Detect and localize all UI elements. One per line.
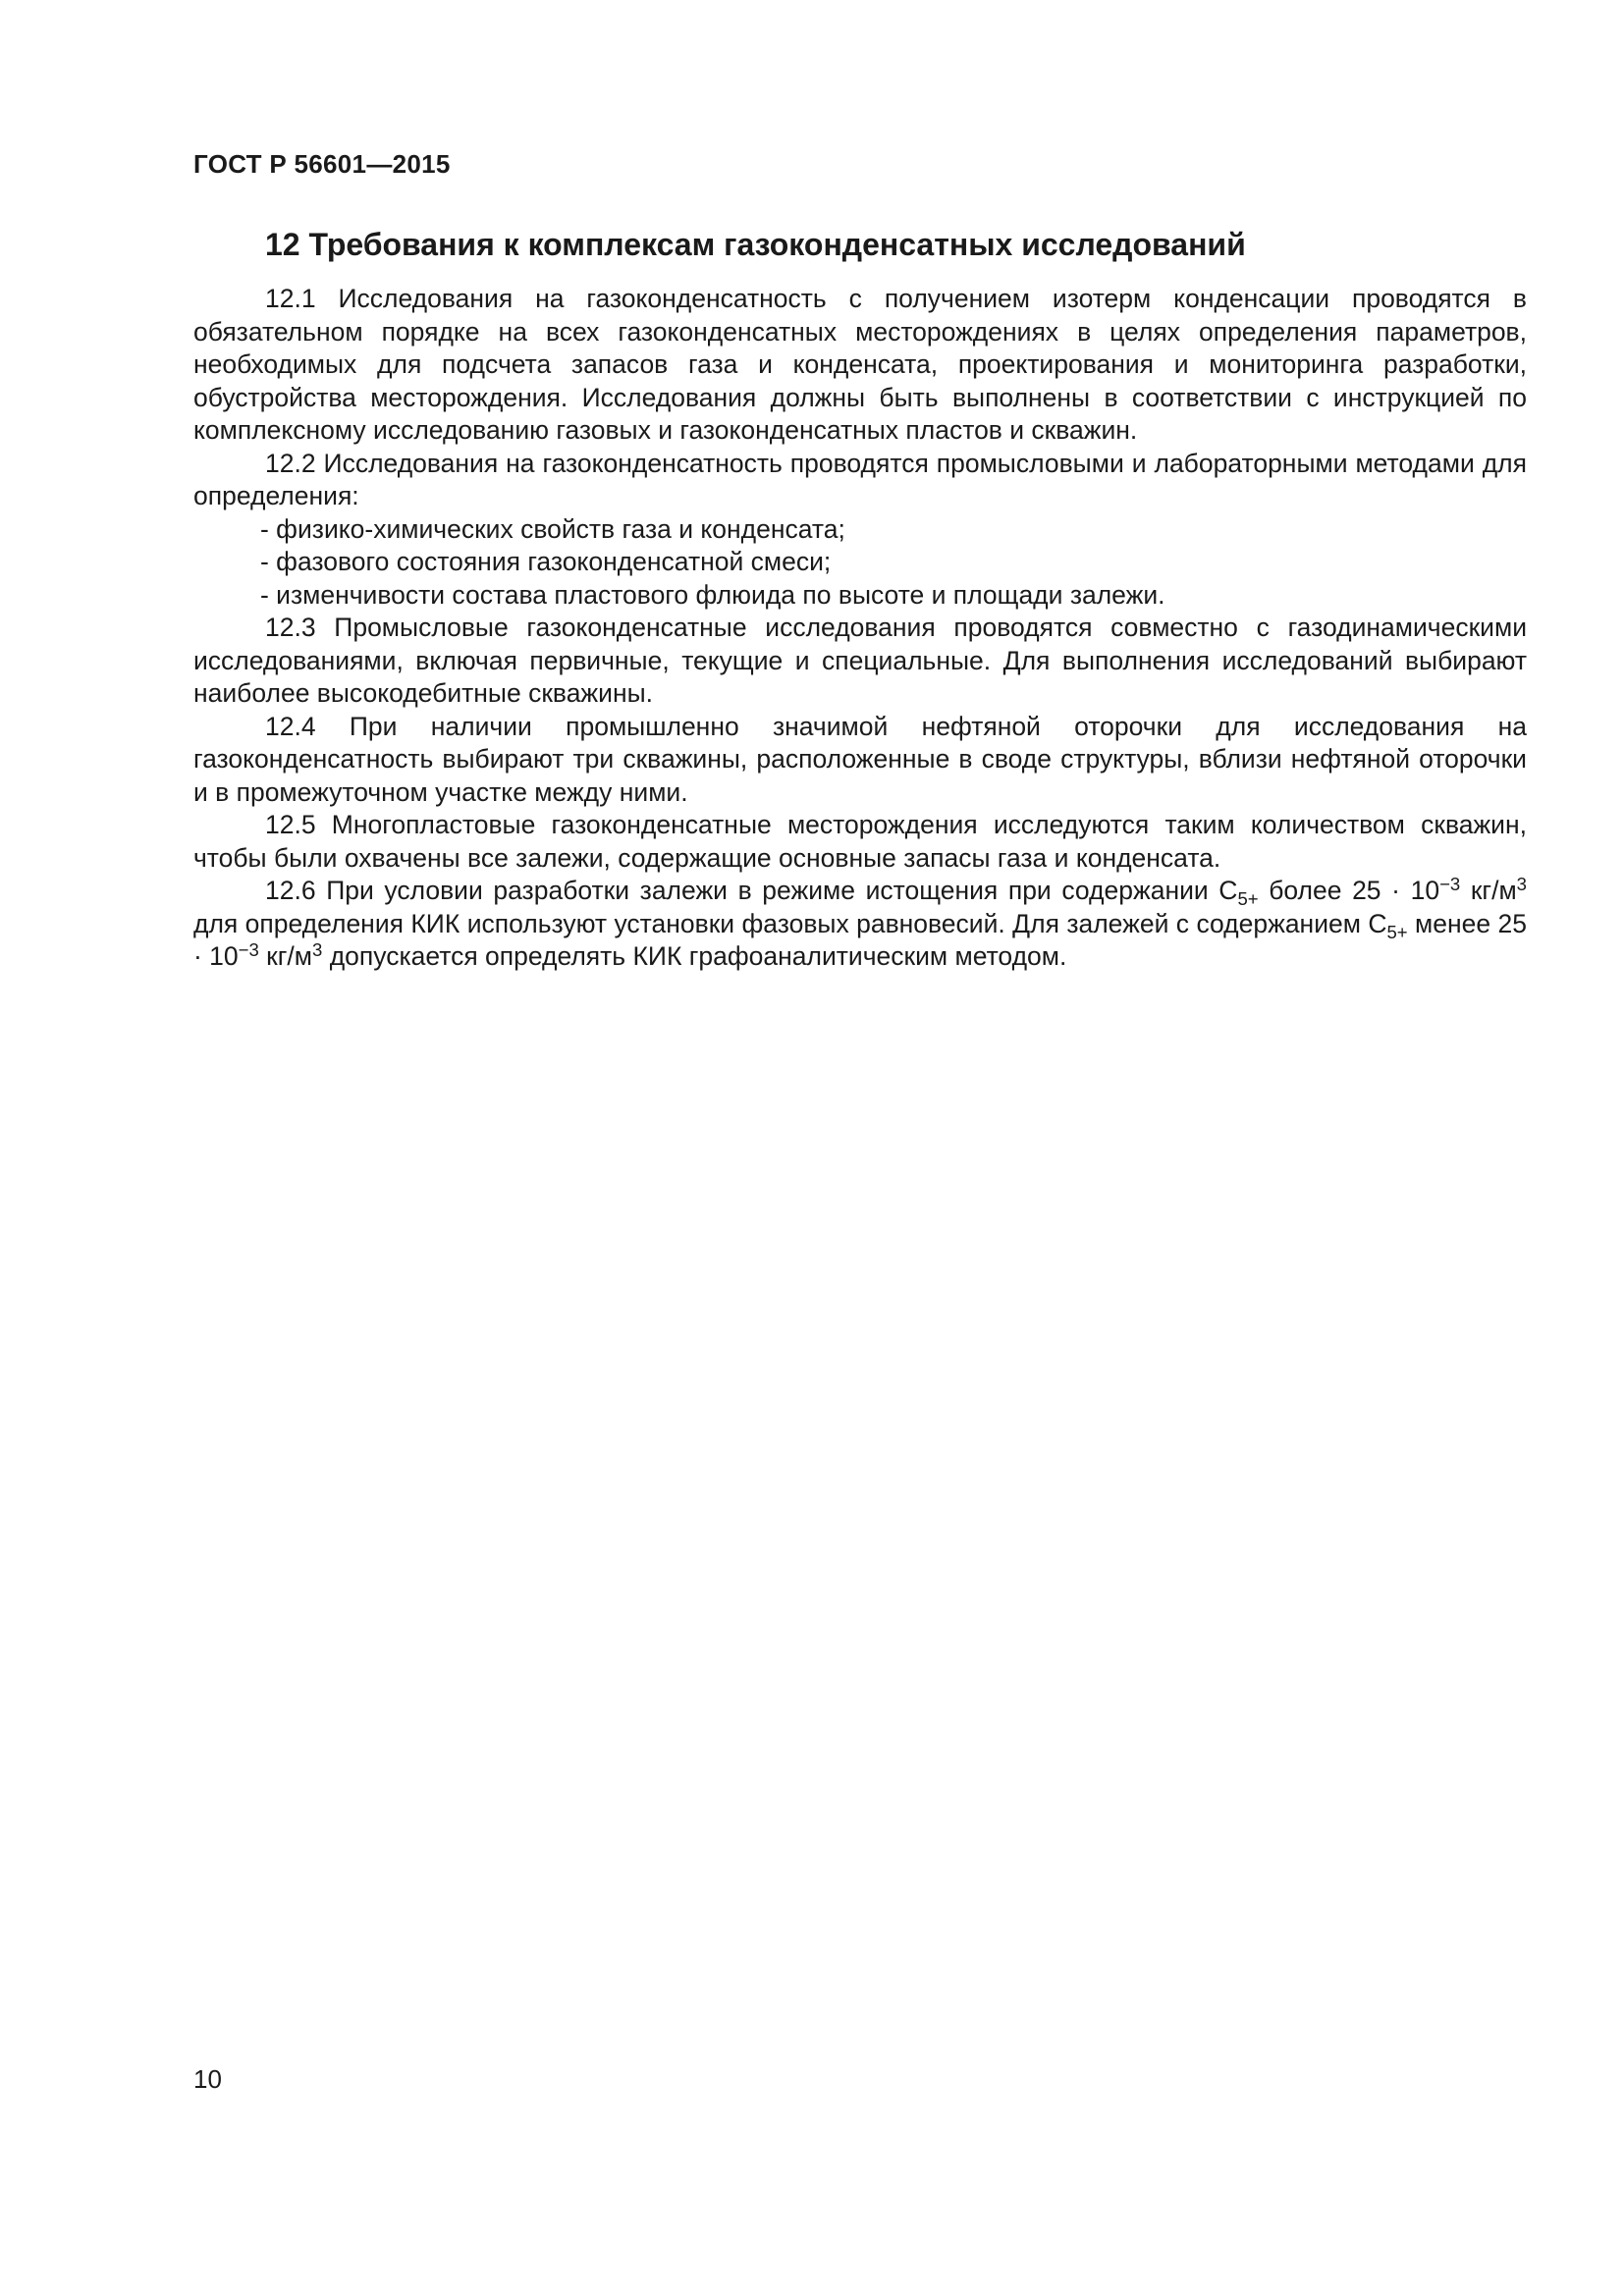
list-item: - изменчивости состава пластового флюида по высоте и площади залежи. (260, 579, 1165, 610)
text-run: для определения КИК используют установки фазовых равновесий. Для залежей с содержанием C (193, 908, 1387, 938)
text-run: более 25 · 10 (1258, 876, 1440, 905)
paragraph-12-6 (193, 875, 1527, 974)
paragraph-12-2: 12.2 Исследования на газоконденсатность проводятся промысловыми и лабораторными методами для определения: (193, 448, 1527, 510)
superscript: 3 (312, 938, 323, 960)
paragraph-12-5: 12.5 Многопластовые газоконденсатные месторождения исследуются таким количеством скважин, чтобы были охвачены все залежи, содержащие основные запасы газа и конденсата. (193, 810, 1527, 873)
list-item: - фазового состояния газоконденсатной смеси; (260, 547, 832, 576)
text-run: допускается определять КИК графоаналитическим методом. (322, 941, 1067, 971)
section-title: 12 Требования к комплексам газоконденсатных исследований (265, 227, 1246, 262)
paragraph-12-4: 12.4 При наличии промышленно значимой нефтяной оторочки для исследования на газоконденсатность выбирают три скважины, расположенные в своде структуры, вблизи нефтяной оторочки и в промежуточном участке между ними. (193, 711, 1527, 807)
list-item: - физико-химических свойств газа и конденсата; (260, 513, 845, 544)
document-header: ГОСТ Р 56601—2015 (193, 149, 451, 179)
text-run: 12.6 При условии разработки залежи в режиме истощения при содержании C (265, 876, 1238, 905)
page-number: 10 (193, 2064, 222, 2094)
paragraph-12-3: 12.3 Промысловые газоконденсатные исследования проводятся совместно с газодинамическими исследованиями, включая первичные, текущие и специальные. Для выполнения исследований выбирают наиболее высокодебитные скважины. (193, 613, 1527, 708)
superscript: 3 (1516, 873, 1527, 894)
text-run: менее 25 · 10 (193, 908, 1527, 971)
superscript: −3 (1439, 873, 1461, 894)
subscript: 5+ (1386, 921, 1408, 942)
text-run: кг/м (258, 941, 313, 971)
paragraph-12-1: 12.1 Исследования на газоконденсатность с получением изотерм конденсации проводятся в обязательном порядке на всех газоконденсатных месторождениях в целях определения параметров, необходимых для подсчета запасов газа и конденсата, проектирования и мониторинга разработки, обустройства месторождения. Исследования должны быть выполнены в соответствии с инструкцией по комплексному исследованию газовых и газоконденсатных пластов и скважин. (193, 284, 1527, 445)
subscript: 5+ (1237, 888, 1259, 910)
section-body (193, 283, 1527, 974)
text-run: кг/м (1460, 876, 1517, 905)
superscript: −3 (238, 938, 259, 960)
